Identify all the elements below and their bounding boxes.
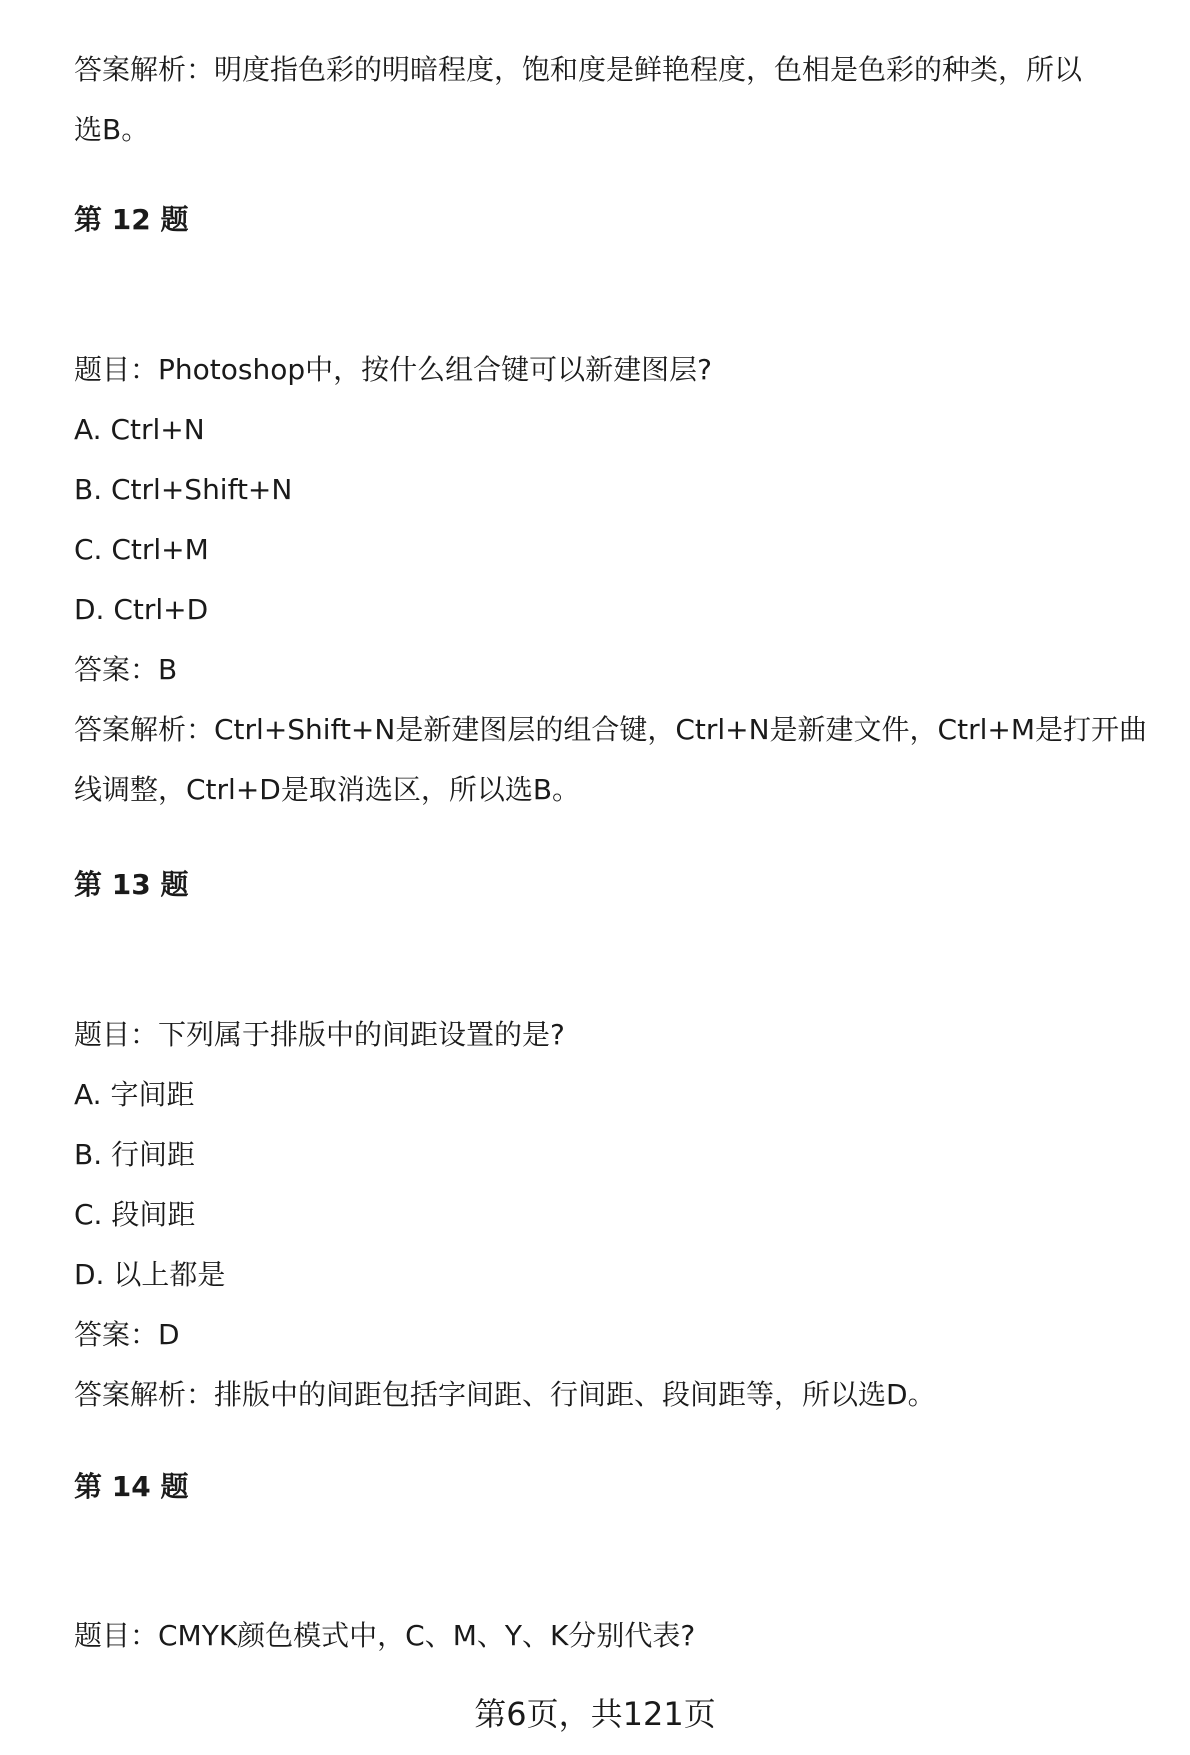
q12-option-a: A. Ctrl+N bbox=[74, 413, 205, 446]
q13-heading: 第 13 题 bbox=[74, 868, 189, 901]
q13-option-c: C. 段间距 bbox=[74, 1198, 196, 1231]
q12-option-c: C. Ctrl+M bbox=[74, 533, 209, 566]
q14-question: 题目：CMYK颜色模式中，C、M、Y、K分别代表? bbox=[74, 1619, 696, 1652]
q12-question: 题目：Photoshop中，按什么组合键可以新建图层? bbox=[74, 353, 712, 386]
q14-heading: 第 14 题 bbox=[74, 1470, 189, 1503]
q12-heading: 第 12 题 bbox=[74, 203, 189, 236]
q11-explanation-line1: 答案解析：明度指色彩的明暗程度，饱和度是鲜艳程度，色相是色彩的种类，所以 bbox=[74, 53, 1083, 86]
q13-question: 题目：下列属于排版中的间距设置的是? bbox=[74, 1018, 565, 1051]
q11-explanation-line2: 选B。 bbox=[74, 113, 150, 146]
q12-option-b: B. Ctrl+Shift+N bbox=[74, 473, 293, 506]
q12-explanation-line1: 答案解析：Ctrl+Shift+N是新建图层的组合键，Ctrl+N是新建文件，Ctrl+M是打开曲 bbox=[74, 713, 1147, 746]
q13-option-b: B. 行间距 bbox=[74, 1138, 196, 1171]
q13-explanation-line1: 答案解析：排版中的间距包括字间距、行间距、段间距等，所以选D。 bbox=[74, 1378, 936, 1411]
q13-answer: 答案：D bbox=[74, 1318, 180, 1351]
q12-answer: 答案：B bbox=[74, 653, 178, 686]
page-number-footer: 第6页，共121页 bbox=[474, 1695, 716, 1733]
q13-option-a: A. 字间距 bbox=[74, 1078, 195, 1111]
q12-option-d: D. Ctrl+D bbox=[74, 593, 209, 626]
q13-option-d: D. 以上都是 bbox=[74, 1258, 226, 1291]
q12-explanation-line2: 线调整，Ctrl+D是取消选区，所以选B。 bbox=[74, 773, 581, 806]
